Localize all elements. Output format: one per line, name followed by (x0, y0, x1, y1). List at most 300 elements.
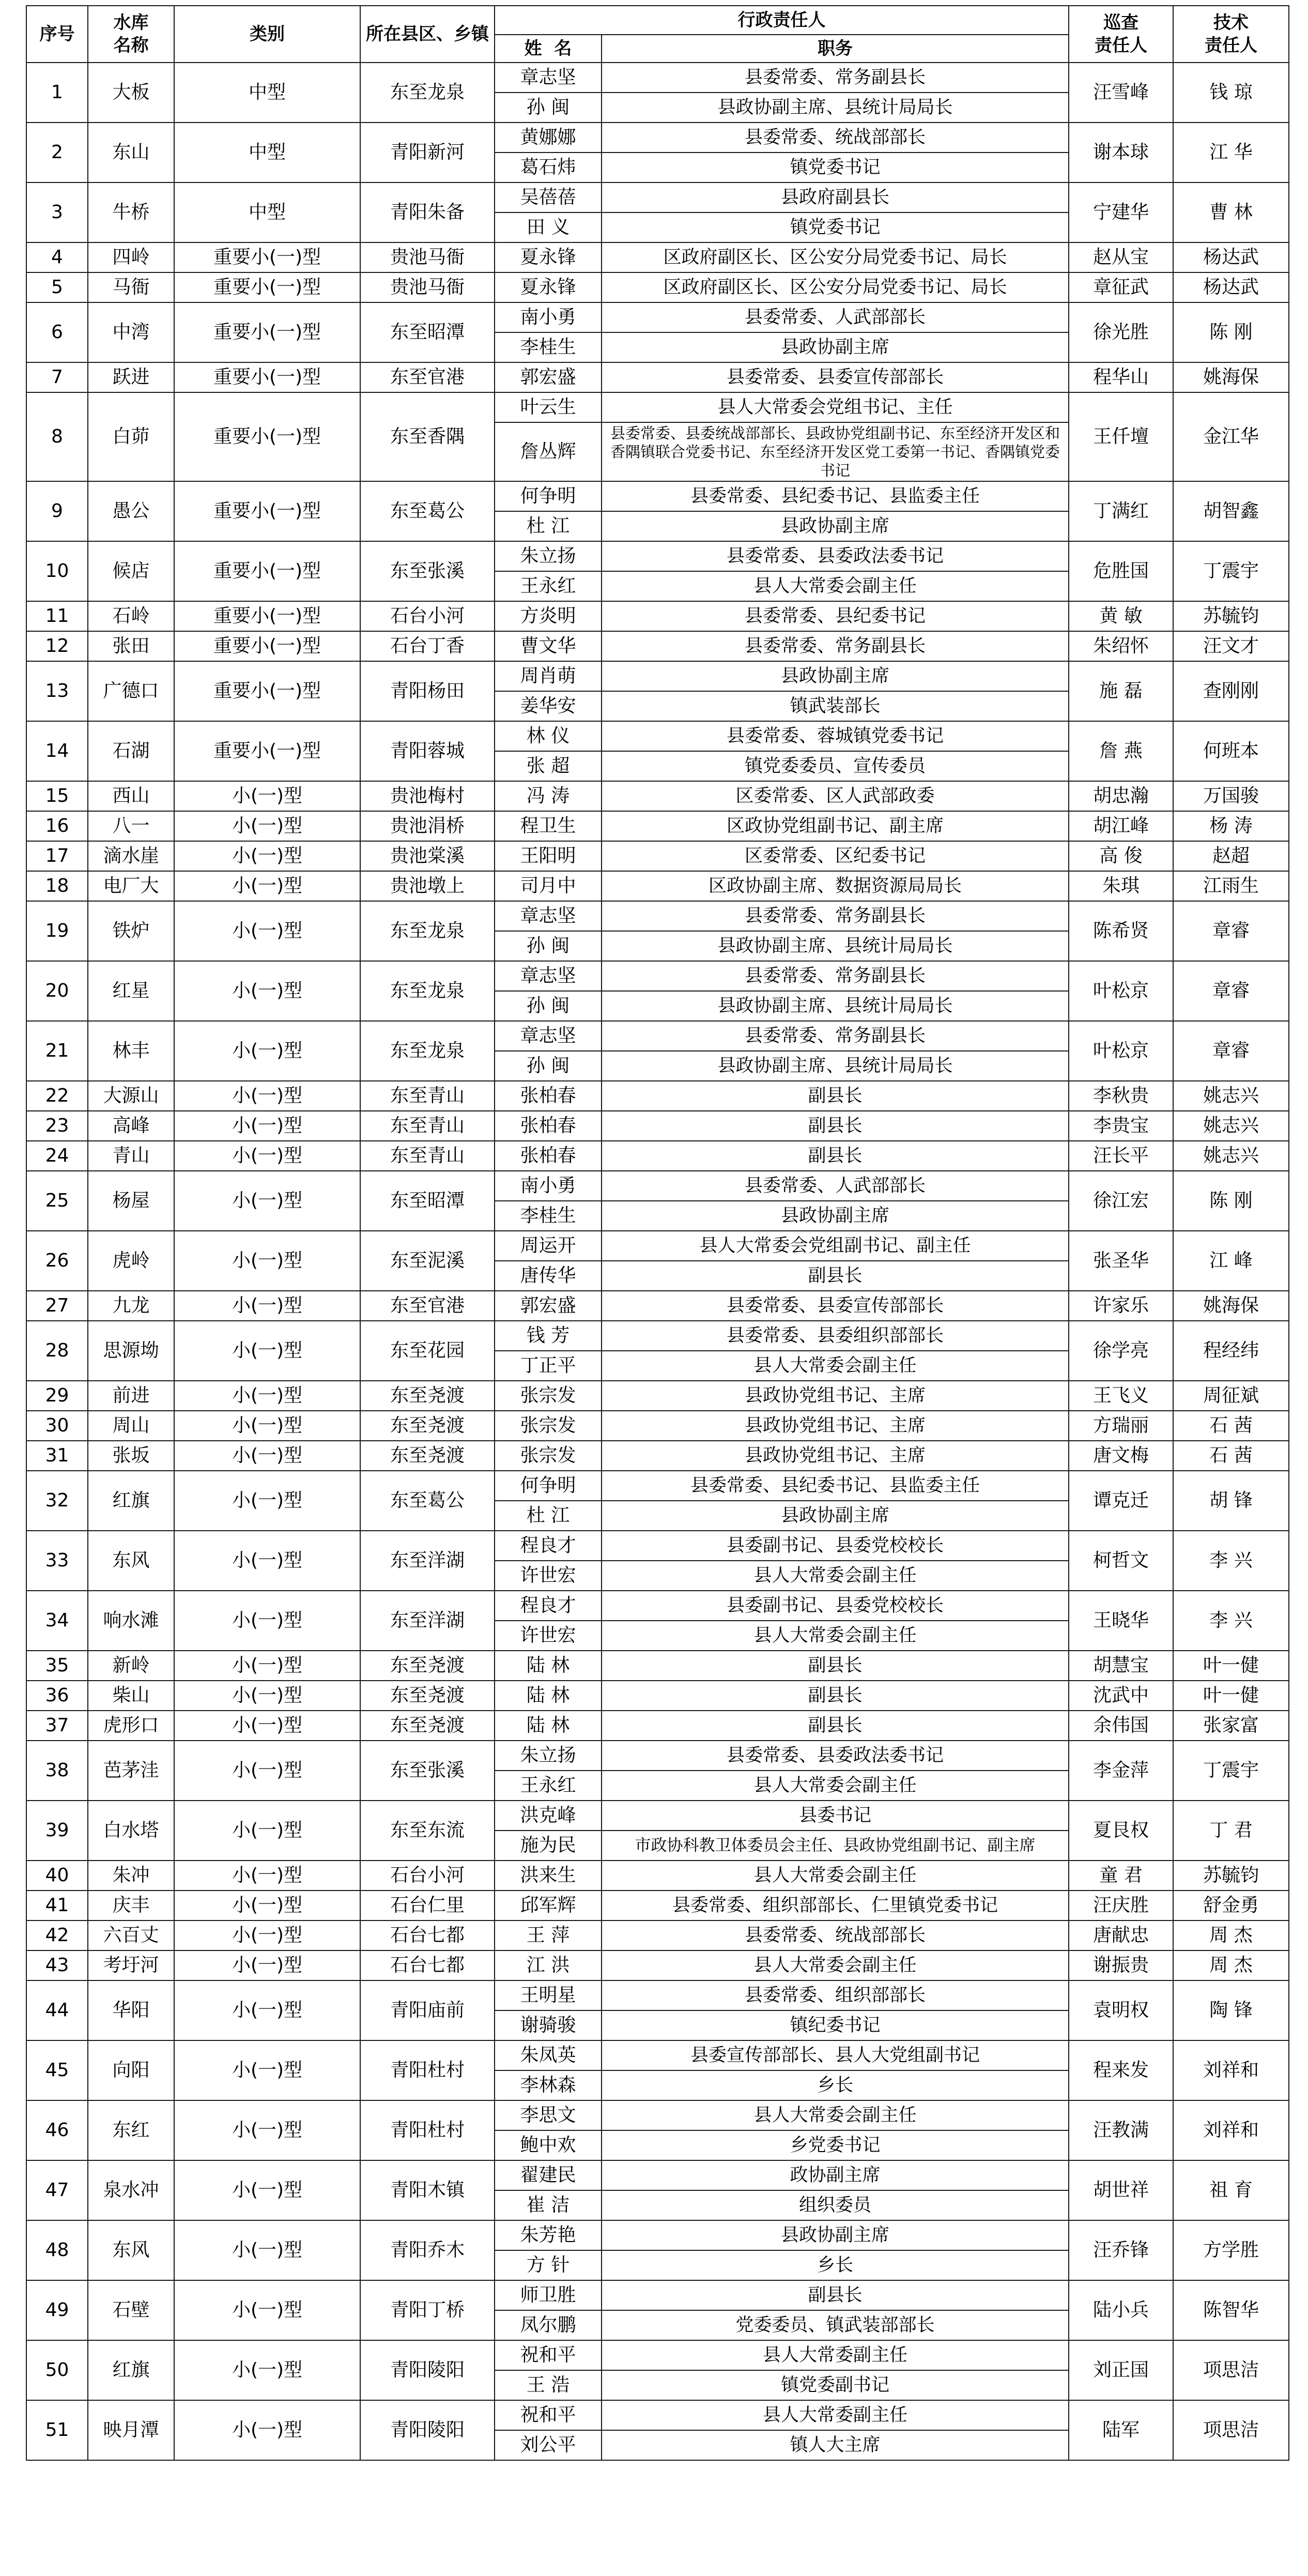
header-reservoir-name: 水库 名称 (88, 6, 174, 63)
admin-name-cell: 司月中 (495, 871, 602, 901)
category-cell: 小(一)型 (174, 1441, 360, 1471)
reservoir-name-cell: 大源山 (88, 1081, 174, 1111)
admin-post-cell: 县政协副主席 (602, 332, 1069, 362)
admin-post-cell: 县委常委、统战部部长 (602, 123, 1069, 153)
tech-responsible-cell: 叶一健 (1173, 1651, 1289, 1681)
category-cell: 重要小(一)型 (174, 392, 360, 481)
table-row (26, 392, 1289, 422)
table-row (26, 2280, 1289, 2310)
reservoir-name-cell: 青山 (88, 1141, 174, 1171)
admin-post-cell: 县政协副主席 (602, 661, 1069, 691)
admin-post-cell: 副县长 (602, 1261, 1069, 1291)
tech-responsible-cell: 项思洁 (1173, 2400, 1289, 2460)
table-header-row (26, 6, 1289, 35)
reservoir-name-cell: 林丰 (88, 1021, 174, 1081)
admin-post-cell: 县委常委、县纪委书记、县监委主任 (602, 1471, 1069, 1501)
patrol-responsible-cell: 徐光胜 (1069, 302, 1173, 362)
table-row (26, 1141, 1289, 1171)
patrol-responsible-cell: 朱琪 (1069, 871, 1173, 901)
admin-post-cell: 镇党委书记 (602, 153, 1069, 182)
admin-post-cell: 政协副主席 (602, 2160, 1069, 2190)
tech-responsible-cell: 杨达武 (1173, 242, 1289, 272)
category-cell: 小(一)型 (174, 1291, 360, 1321)
admin-post-cell: 县政协党组书记、主席 (602, 1411, 1069, 1441)
reservoir-name-cell: 跃进 (88, 362, 174, 392)
reservoir-name-cell: 牛桥 (88, 182, 174, 242)
admin-name-cell: 孙 闽 (495, 931, 602, 961)
location-cell: 东至泥溪 (360, 1231, 495, 1291)
location-cell: 青阳丁桥 (360, 2280, 495, 2340)
patrol-responsible-cell: 陆小兵 (1069, 2280, 1173, 2340)
admin-name-cell: 张柏春 (495, 1081, 602, 1111)
tech-responsible-cell: 陈 刚 (1173, 302, 1289, 362)
admin-post-cell: 镇党委副书记 (602, 2370, 1069, 2400)
reservoir-name-cell: 向阳 (88, 2040, 174, 2100)
admin-name-cell: 程良才 (495, 1531, 602, 1561)
tech-responsible-cell: 丁震宇 (1173, 1741, 1289, 1801)
row-index-cell: 37 (26, 1711, 88, 1741)
admin-name-cell: 杜 江 (495, 511, 602, 541)
reservoir-name-cell: 响水滩 (88, 1591, 174, 1651)
category-cell: 小(一)型 (174, 1171, 360, 1231)
admin-post-cell: 乡长 (602, 2070, 1069, 2100)
patrol-responsible-cell: 程华山 (1069, 362, 1173, 392)
admin-post-cell: 县政协副主席 (602, 1501, 1069, 1531)
admin-post-cell: 县委书记 (602, 1801, 1069, 1831)
category-cell: 小(一)型 (174, 2400, 360, 2460)
admin-post-cell: 县人大常委会副主任 (602, 1351, 1069, 1381)
admin-name-cell: 张柏春 (495, 1141, 602, 1171)
reservoir-name-cell: 电厂大 (88, 871, 174, 901)
patrol-responsible-cell: 谢振贵 (1069, 1950, 1173, 1980)
category-cell: 小(一)型 (174, 1651, 360, 1681)
header-patrol-responsible: 巡查 责任人 (1069, 6, 1173, 63)
tech-responsible-cell: 陶 锋 (1173, 1980, 1289, 2040)
location-cell: 东至张溪 (360, 1741, 495, 1801)
table-row (26, 1441, 1289, 1471)
admin-name-cell: 许世宏 (495, 1621, 602, 1651)
admin-name-cell: 曹文华 (495, 631, 602, 661)
location-cell: 东至官港 (360, 1291, 495, 1321)
admin-name-cell: 洪克峰 (495, 1801, 602, 1831)
table-row (26, 1111, 1289, 1141)
patrol-responsible-cell: 胡忠瀚 (1069, 781, 1173, 811)
patrol-responsible-cell: 汪长平 (1069, 1141, 1173, 1171)
tech-responsible-cell: 叶一健 (1173, 1681, 1289, 1711)
admin-name-cell: 陆 林 (495, 1711, 602, 1741)
admin-post-cell: 镇党委书记 (602, 212, 1069, 242)
patrol-responsible-cell: 张圣华 (1069, 1231, 1173, 1291)
table-row (26, 1861, 1289, 1891)
location-cell: 贵池棠溪 (360, 841, 495, 871)
table-row (26, 1321, 1289, 1351)
location-cell: 东至青山 (360, 1141, 495, 1171)
location-cell: 贵池马衙 (360, 272, 495, 302)
table-body (26, 63, 1289, 2460)
table-row (26, 1920, 1289, 1950)
location-cell: 贵池墩上 (360, 871, 495, 901)
reservoir-name-cell: 愚公 (88, 481, 174, 541)
admin-post-cell: 县人大常委会副主任 (602, 1621, 1069, 1651)
category-cell: 小(一)型 (174, 1920, 360, 1950)
admin-post-cell: 副县长 (602, 1081, 1069, 1111)
admin-post-cell: 县委常委、县纪委书记 (602, 601, 1069, 631)
admin-post-cell: 乡长 (602, 2250, 1069, 2280)
location-cell: 东至龙泉 (360, 901, 495, 961)
admin-post-cell: 县政协副主席、县统计局局长 (602, 93, 1069, 123)
reservoir-name-cell: 九龙 (88, 1291, 174, 1321)
admin-name-cell: 郭宏盛 (495, 362, 602, 392)
reservoir-name-cell: 大板 (88, 63, 174, 123)
admin-post-cell: 副县长 (602, 1651, 1069, 1681)
admin-name-cell: 吴蓓蓓 (495, 182, 602, 212)
tech-responsible-cell: 周 杰 (1173, 1950, 1289, 1980)
admin-post-cell: 县委常委、常务副县长 (602, 1021, 1069, 1051)
patrol-responsible-cell: 夏艮权 (1069, 1801, 1173, 1861)
category-cell: 小(一)型 (174, 2340, 360, 2400)
admin-name-cell: 夏永锋 (495, 242, 602, 272)
reservoir-name-cell: 东红 (88, 2100, 174, 2160)
row-index-cell: 9 (26, 481, 88, 541)
row-index-cell: 5 (26, 272, 88, 302)
table-row (26, 182, 1289, 212)
admin-post-cell: 区政协副主席、数据资源局局长 (602, 871, 1069, 901)
header-admin-responsible: 行政责任人 (495, 6, 1069, 35)
patrol-responsible-cell: 沈武中 (1069, 1681, 1173, 1711)
category-cell: 小(一)型 (174, 2040, 360, 2100)
category-cell: 小(一)型 (174, 781, 360, 811)
admin-post-cell: 县人大常委会副主任 (602, 1771, 1069, 1801)
category-cell: 小(一)型 (174, 961, 360, 1021)
row-index-cell: 38 (26, 1741, 88, 1801)
reservoir-name-cell: 虎形口 (88, 1711, 174, 1741)
row-index-cell: 30 (26, 1411, 88, 1441)
admin-name-cell: 朱立扬 (495, 541, 602, 571)
patrol-responsible-cell: 陆军 (1069, 2400, 1173, 2460)
admin-post-cell: 县人大常委会党组书记、主任 (602, 392, 1069, 422)
admin-name-cell: 孙 闽 (495, 991, 602, 1021)
tech-responsible-cell: 杨达武 (1173, 272, 1289, 302)
admin-name-cell: 王明星 (495, 1980, 602, 2010)
admin-post-cell: 县委常委、县委组织部部长 (602, 1321, 1069, 1351)
reservoir-name-cell: 杨屋 (88, 1171, 174, 1231)
location-cell: 东至龙泉 (360, 1021, 495, 1081)
admin-name-cell: 程卫生 (495, 811, 602, 841)
table-row (26, 1591, 1289, 1621)
tech-responsible-cell: 章睿 (1173, 961, 1289, 1021)
location-cell: 东至青山 (360, 1111, 495, 1141)
location-cell: 石台仁里 (360, 1891, 495, 1920)
row-index-cell: 26 (26, 1231, 88, 1291)
location-cell: 青阳蓉城 (360, 721, 495, 781)
admin-name-cell: 郭宏盛 (495, 1291, 602, 1321)
admin-post-cell: 县政协副主席、县统计局局长 (602, 1051, 1069, 1081)
row-index-cell: 42 (26, 1920, 88, 1950)
table-row (26, 1381, 1289, 1411)
reservoir-name-cell: 石湖 (88, 721, 174, 781)
reservoir-name-cell: 华阳 (88, 1980, 174, 2040)
location-cell: 东至尧渡 (360, 1441, 495, 1471)
admin-name-cell: 师卫胜 (495, 2280, 602, 2310)
location-cell: 石台丁香 (360, 631, 495, 661)
tech-responsible-cell: 李 兴 (1173, 1591, 1289, 1651)
row-index-cell: 20 (26, 961, 88, 1021)
admin-name-cell: 章志坚 (495, 961, 602, 991)
location-cell: 青阳乔木 (360, 2220, 495, 2280)
row-index-cell: 47 (26, 2160, 88, 2220)
admin-name-cell: 谢骑骏 (495, 2010, 602, 2040)
location-cell: 东至昭潭 (360, 302, 495, 362)
admin-post-cell: 县人大常委会副主任 (602, 1561, 1069, 1591)
admin-post-cell: 县人大常委会副主任 (602, 1861, 1069, 1891)
row-index-cell: 14 (26, 721, 88, 781)
category-cell: 小(一)型 (174, 1531, 360, 1591)
reservoir-name-cell: 东山 (88, 123, 174, 182)
admin-post-cell: 县政府副县长 (602, 182, 1069, 212)
reservoir-name-cell: 红星 (88, 961, 174, 1021)
patrol-responsible-cell: 唐献忠 (1069, 1920, 1173, 1950)
admin-post-cell: 县委常委、县委政法委书记 (602, 1741, 1069, 1771)
reservoir-name-cell: 柴山 (88, 1681, 174, 1711)
tech-responsible-cell: 陈 刚 (1173, 1171, 1289, 1231)
table-row (26, 2100, 1289, 2130)
admin-post-cell: 县委副书记、县委党校校长 (602, 1531, 1069, 1561)
tech-responsible-cell: 项思洁 (1173, 2340, 1289, 2400)
row-index-cell: 25 (26, 1171, 88, 1231)
admin-name-cell: 陆 林 (495, 1681, 602, 1711)
admin-post-cell: 县人大常委会副主任 (602, 571, 1069, 601)
admin-post-cell: 县委常委、人武部部长 (602, 302, 1069, 332)
table-row (26, 541, 1289, 571)
admin-post-cell: 县人大常委副主任 (602, 2340, 1069, 2370)
row-index-cell: 48 (26, 2220, 88, 2280)
location-cell: 东至龙泉 (360, 961, 495, 1021)
table-row (26, 811, 1289, 841)
category-cell: 小(一)型 (174, 1081, 360, 1111)
category-cell: 小(一)型 (174, 901, 360, 961)
reservoir-name-cell: 石岭 (88, 601, 174, 631)
tech-responsible-cell: 江 华 (1173, 123, 1289, 182)
patrol-responsible-cell: 胡世祥 (1069, 2160, 1173, 2220)
admin-post-cell: 镇武装部长 (602, 691, 1069, 721)
patrol-responsible-cell: 朱绍怀 (1069, 631, 1173, 661)
row-index-cell: 39 (26, 1801, 88, 1861)
tech-responsible-cell: 姚海保 (1173, 1291, 1289, 1321)
admin-post-cell: 县委常委、常务副县长 (602, 63, 1069, 93)
row-index-cell: 33 (26, 1531, 88, 1591)
row-index-cell: 21 (26, 1021, 88, 1081)
category-cell: 小(一)型 (174, 1381, 360, 1411)
category-cell: 重要小(一)型 (174, 302, 360, 362)
admin-name-cell: 杜 江 (495, 1501, 602, 1531)
location-cell: 东至东流 (360, 1801, 495, 1861)
admin-post-cell: 县委副书记、县委党校校长 (602, 1591, 1069, 1621)
reservoir-name-cell: 虎岭 (88, 1231, 174, 1291)
row-index-cell: 36 (26, 1681, 88, 1711)
location-cell: 东至张溪 (360, 541, 495, 601)
row-index-cell: 31 (26, 1441, 88, 1471)
admin-post-cell: 县政协副主席 (602, 511, 1069, 541)
category-cell: 小(一)型 (174, 811, 360, 841)
tech-responsible-cell: 石 茜 (1173, 1441, 1289, 1471)
reservoir-responsibility-sheet (26, 5, 1288, 2461)
row-index-cell: 27 (26, 1291, 88, 1321)
location-cell: 东至尧渡 (360, 1651, 495, 1681)
tech-responsible-cell: 钱 琼 (1173, 63, 1289, 123)
patrol-responsible-cell: 李金萍 (1069, 1741, 1173, 1801)
patrol-responsible-cell: 徐江宏 (1069, 1171, 1173, 1231)
patrol-responsible-cell: 方瑞丽 (1069, 1411, 1173, 1441)
row-index-cell: 35 (26, 1651, 88, 1681)
category-cell: 小(一)型 (174, 1891, 360, 1920)
admin-name-cell: 施为民 (495, 1831, 602, 1861)
row-index-cell: 13 (26, 661, 88, 721)
admin-post-cell: 区委常委、区人武部政委 (602, 781, 1069, 811)
location-cell: 贵池梅村 (360, 781, 495, 811)
category-cell: 小(一)型 (174, 1741, 360, 1801)
admin-name-cell: 张宗发 (495, 1381, 602, 1411)
reservoir-name-cell: 白水塔 (88, 1801, 174, 1861)
table-row (26, 1021, 1289, 1051)
table-row (26, 302, 1289, 332)
table-row (26, 1980, 1289, 2010)
location-cell: 青阳杜村 (360, 2100, 495, 2160)
tech-responsible-cell: 姚海保 (1173, 362, 1289, 392)
reservoir-name-cell: 朱冲 (88, 1861, 174, 1891)
category-cell: 小(一)型 (174, 2160, 360, 2220)
table-row (26, 2400, 1289, 2430)
tech-responsible-cell: 汪文才 (1173, 631, 1289, 661)
location-cell: 青阳杨田 (360, 661, 495, 721)
table-row (26, 1681, 1289, 1711)
table-row (26, 1801, 1289, 1831)
patrol-responsible-cell: 汪庆胜 (1069, 1891, 1173, 1920)
admin-name-cell: 李林森 (495, 2070, 602, 2100)
location-cell: 东至昭潭 (360, 1171, 495, 1231)
tech-responsible-cell: 金江华 (1173, 392, 1289, 481)
table-row (26, 2220, 1289, 2250)
row-index-cell: 18 (26, 871, 88, 901)
reservoir-name-cell: 映月潭 (88, 2400, 174, 2460)
patrol-responsible-cell: 胡江峰 (1069, 811, 1173, 841)
table-row (26, 871, 1289, 901)
admin-name-cell: 孙 闽 (495, 93, 602, 123)
tech-responsible-cell: 刘祥和 (1173, 2040, 1289, 2100)
row-index-cell: 10 (26, 541, 88, 601)
tech-responsible-cell: 石 茜 (1173, 1411, 1289, 1441)
admin-post-cell: 副县长 (602, 1141, 1069, 1171)
admin-post-cell: 县委常委、人武部部长 (602, 1171, 1069, 1201)
admin-post-cell: 镇人大主席 (602, 2430, 1069, 2460)
admin-name-cell: 李桂生 (495, 1201, 602, 1231)
admin-name-cell: 凤尔鹏 (495, 2310, 602, 2340)
admin-name-cell: 崔 洁 (495, 2190, 602, 2220)
reservoir-name-cell: 东风 (88, 1531, 174, 1591)
admin-name-cell: 江 洪 (495, 1950, 602, 1980)
patrol-responsible-cell: 许家乐 (1069, 1291, 1173, 1321)
tech-responsible-cell: 曹 林 (1173, 182, 1289, 242)
table-row (26, 1291, 1289, 1321)
patrol-responsible-cell: 唐文梅 (1069, 1441, 1173, 1471)
admin-post-cell: 县人大常委会副主任 (602, 1950, 1069, 1980)
table-row (26, 1231, 1289, 1261)
table-row (26, 2040, 1289, 2070)
table-row (26, 661, 1289, 691)
row-index-cell: 23 (26, 1111, 88, 1141)
admin-post-cell: 副县长 (602, 1681, 1069, 1711)
admin-post-cell: 县政协副主席 (602, 1201, 1069, 1231)
admin-post-cell: 县人大常委会副主任 (602, 2100, 1069, 2130)
category-cell: 重要小(一)型 (174, 481, 360, 541)
tech-responsible-cell: 姚志兴 (1173, 1111, 1289, 1141)
row-index-cell: 44 (26, 1980, 88, 2040)
table-row (26, 1891, 1289, 1920)
reservoir-name-cell: 白茆 (88, 392, 174, 481)
reservoir-name-cell: 候店 (88, 541, 174, 601)
reservoir-name-cell: 芭茅洼 (88, 1741, 174, 1801)
admin-post-cell: 区委常委、区纪委书记 (602, 841, 1069, 871)
admin-name-cell: 王 浩 (495, 2370, 602, 2400)
admin-name-cell: 王永红 (495, 1771, 602, 1801)
category-cell: 重要小(一)型 (174, 631, 360, 661)
patrol-responsible-cell: 李贵宝 (1069, 1111, 1173, 1141)
category-cell: 小(一)型 (174, 1591, 360, 1651)
patrol-responsible-cell: 赵从宝 (1069, 242, 1173, 272)
row-index-cell: 45 (26, 2040, 88, 2100)
tech-responsible-cell: 杨 涛 (1173, 811, 1289, 841)
table-row (26, 272, 1289, 302)
location-cell: 青阳朱备 (360, 182, 495, 242)
patrol-responsible-cell: 章征武 (1069, 272, 1173, 302)
tech-responsible-cell: 章睿 (1173, 1021, 1289, 1081)
admin-name-cell: 田 义 (495, 212, 602, 242)
admin-post-cell: 县委常委、常务副县长 (602, 631, 1069, 661)
table-row (26, 1081, 1289, 1111)
admin-post-cell: 县委常委、县委宣传部部长 (602, 362, 1069, 392)
row-index-cell: 3 (26, 182, 88, 242)
header-admin-post: 职务 (602, 35, 1069, 63)
admin-name-cell: 叶云生 (495, 392, 602, 422)
admin-name-cell: 李桂生 (495, 332, 602, 362)
row-index-cell: 16 (26, 811, 88, 841)
location-cell: 贵池马衙 (360, 242, 495, 272)
table-row (26, 781, 1289, 811)
location-cell: 东至尧渡 (360, 1681, 495, 1711)
tech-responsible-cell: 张家富 (1173, 1711, 1289, 1741)
patrol-responsible-cell: 刘正国 (1069, 2340, 1173, 2400)
admin-post-cell: 县政协副主席、县统计局局长 (602, 931, 1069, 961)
admin-post-cell: 区政府副区长、区公安分局党委书记、局长 (602, 242, 1069, 272)
category-cell: 重要小(一)型 (174, 362, 360, 392)
row-index-cell: 50 (26, 2340, 88, 2400)
reservoir-name-cell: 新岭 (88, 1651, 174, 1681)
category-cell: 小(一)型 (174, 1411, 360, 1441)
category-cell: 中型 (174, 182, 360, 242)
admin-name-cell: 祝和平 (495, 2340, 602, 2370)
patrol-responsible-cell: 李秋贵 (1069, 1081, 1173, 1111)
row-index-cell: 12 (26, 631, 88, 661)
reservoir-name-cell: 四岭 (88, 242, 174, 272)
patrol-responsible-cell: 童 君 (1069, 1861, 1173, 1891)
reservoir-name-cell: 周山 (88, 1411, 174, 1441)
admin-name-cell: 冯 涛 (495, 781, 602, 811)
row-index-cell: 11 (26, 601, 88, 631)
admin-post-cell: 县委常委、县委统战部部长、县政协党组副书记、东至经济开发区和香隅镇联合党委书记、东至经济开发区党工委第一书记、香隅镇党委书记 (602, 422, 1069, 481)
patrol-responsible-cell: 徐学亮 (1069, 1321, 1173, 1381)
row-index-cell: 8 (26, 392, 88, 481)
patrol-responsible-cell: 谭克迁 (1069, 1471, 1173, 1531)
reservoir-name-cell: 高峰 (88, 1111, 174, 1141)
